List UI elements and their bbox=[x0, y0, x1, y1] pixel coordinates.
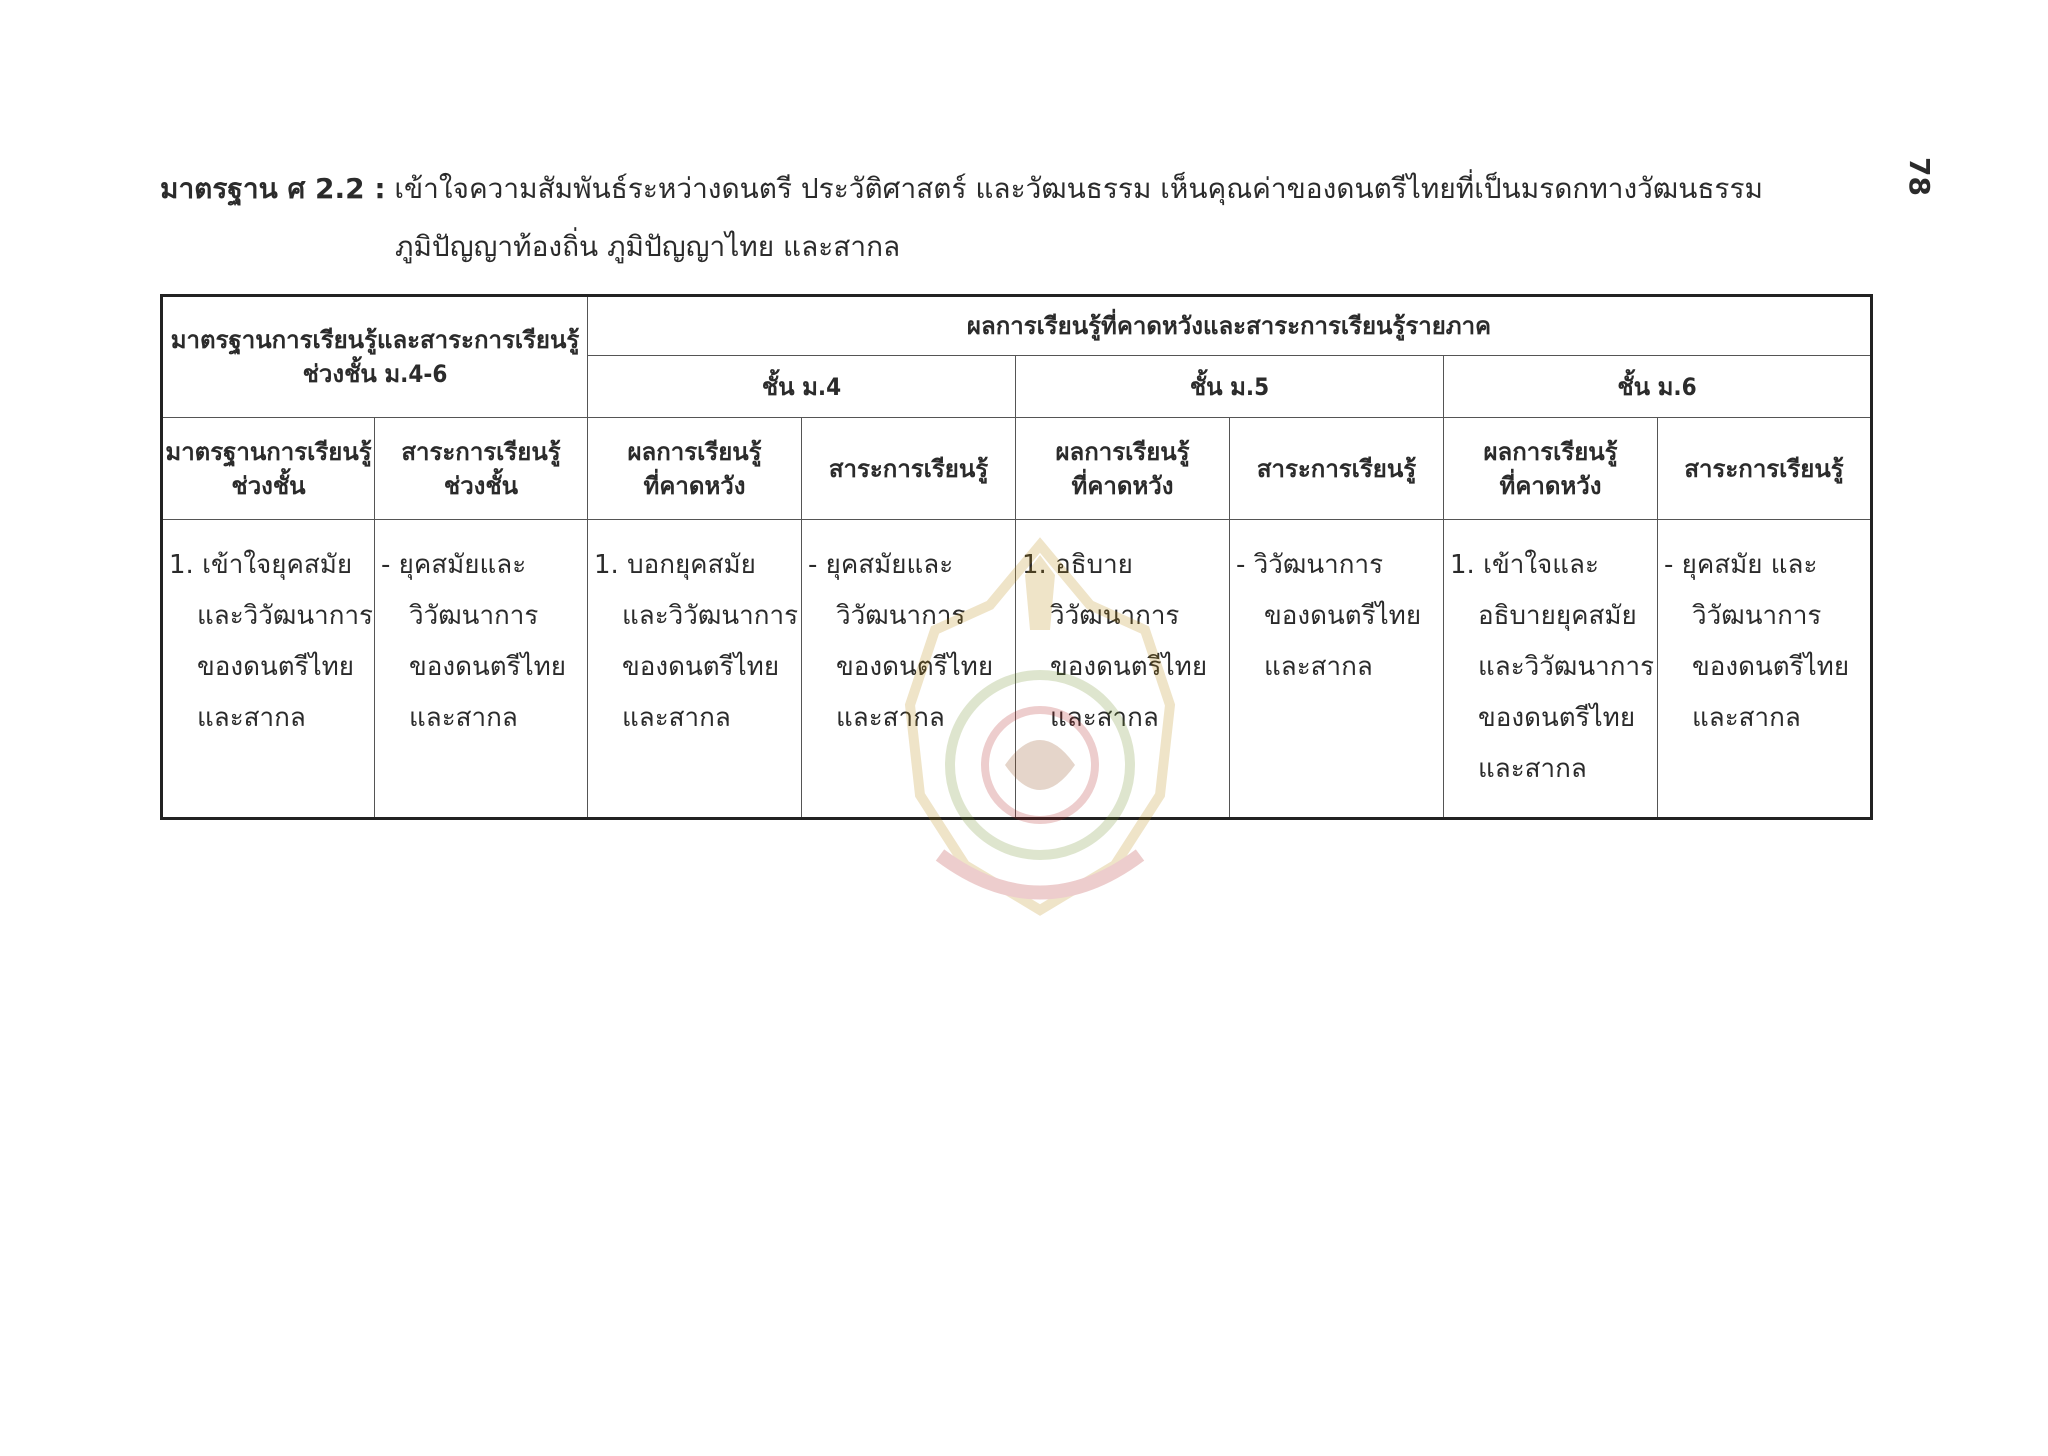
cell-outcome-m5 bbox=[1016, 520, 1230, 819]
standard-label: มาตรฐาน ศ 2.2 : bbox=[160, 172, 386, 205]
cell-line: และสากล bbox=[1050, 703, 1159, 733]
cell-line: - ยุคสมัยและ bbox=[808, 550, 954, 580]
cell-line: และสากล bbox=[409, 703, 518, 733]
cell-line: 1. อธิบาย bbox=[1022, 550, 1133, 580]
cell-line: และวิวัฒนาการ bbox=[622, 601, 799, 631]
cell-content-1 bbox=[375, 520, 588, 819]
cell-outcome-m6 bbox=[1444, 520, 1658, 819]
standard-description-line2: ภูมิปัญญาท้องถิ่น ภูมิปัญญาไทย และสากล bbox=[395, 230, 901, 263]
cell-line: ของดนตรีไทย bbox=[1478, 703, 1636, 733]
curriculum-table bbox=[160, 294, 1873, 820]
cell-line: - ยุคสมัย และ bbox=[1664, 550, 1818, 580]
cell-line: อธิบายยุคสมัย bbox=[1478, 601, 1637, 631]
grade-m4-header: ชั้น ม.4 bbox=[588, 356, 1016, 418]
standard-heading bbox=[160, 160, 1880, 276]
cell-line: - ยุคสมัยและ bbox=[381, 550, 527, 580]
cell-line: ของดนตรีไทย bbox=[1050, 652, 1208, 682]
subheader-learning-m5: สาระการเรียนรู้ bbox=[1230, 418, 1444, 520]
cell-line: และสากล bbox=[197, 703, 306, 733]
cell-line: 1. เข้าใจและ bbox=[1450, 550, 1599, 580]
cell-line: วิวัฒนาการ bbox=[1050, 601, 1180, 631]
cell-line: ของดนตรีไทย bbox=[1692, 652, 1850, 682]
cell-line: วิวัฒนาการ bbox=[836, 601, 966, 631]
subheader-outcome-m5: ผลการเรียนรู้ ที่คาดหวัง bbox=[1016, 418, 1230, 520]
cell-line: ของดนตรีไทย bbox=[409, 652, 567, 682]
subheader-learning-m6: สาระการเรียนรู้ bbox=[1658, 418, 1872, 520]
cell-line: และสากล bbox=[1264, 652, 1373, 682]
header-standards-content: มาตรฐานการเรียนรู้และสาระการเรียนรู้ ช่วงชั้น ม.4-6 bbox=[162, 296, 588, 418]
page-number: 78 bbox=[1902, 157, 1936, 196]
cell-standard-1 bbox=[162, 520, 375, 819]
cell-line: ของดนตรีไทย bbox=[1264, 601, 1422, 631]
cell-line: และสากล bbox=[622, 703, 731, 733]
cell-line: ของดนตรีไทย bbox=[622, 652, 780, 682]
cell-learning-m4 bbox=[802, 520, 1016, 819]
cell-line: 1. บอกยุคสมัย bbox=[594, 550, 756, 580]
cell-line: และสากล bbox=[836, 703, 945, 733]
subheader-standard: มาตรฐานการเรียนรู้ ช่วงชั้น bbox=[162, 418, 375, 520]
cell-outcome-m4 bbox=[588, 520, 802, 819]
standard-description-line1: เข้าใจความสัมพันธ์ระหว่างดนตรี ประวัติศาสตร์ และวัฒนธรรม เห็นคุณค่าของดนตรีไทยที่เป็นมรดกทางวัฒนธรรม bbox=[385, 172, 1763, 205]
cell-line: - วิวัฒนาการ bbox=[1236, 550, 1384, 580]
subheader-content: สาระการเรียนรู้ ช่วงชั้น bbox=[375, 418, 588, 520]
cell-learning-m6 bbox=[1658, 520, 1872, 819]
cell-line: และวิวัฒนาการ bbox=[197, 601, 374, 631]
header-expected-outcomes: ผลการเรียนรู้ที่คาดหวังและสาระการเรียนรู้รายภาค bbox=[588, 296, 1872, 356]
subheader-learning-m4: สาระการเรียนรู้ bbox=[802, 418, 1016, 520]
cell-learning-m5 bbox=[1230, 520, 1444, 819]
cell-line: และสากล bbox=[1478, 754, 1587, 784]
subheader-outcome-m6: ผลการเรียนรู้ ที่คาดหวัง bbox=[1444, 418, 1658, 520]
grade-m5-header: ชั้น ม.5 bbox=[1016, 356, 1444, 418]
cell-line: ของดนตรีไทย bbox=[836, 652, 994, 682]
cell-line: 1. เข้าใจยุคสมัย bbox=[169, 550, 353, 580]
cell-line: วิวัฒนาการ bbox=[1692, 601, 1822, 631]
cell-line: และวิวัฒนาการ bbox=[1478, 652, 1655, 682]
subheader-outcome-m4: ผลการเรียนรู้ ที่คาดหวัง bbox=[588, 418, 802, 520]
cell-line: และสากล bbox=[1692, 703, 1801, 733]
cell-line: ของดนตรีไทย bbox=[197, 652, 355, 682]
cell-line: วิวัฒนาการ bbox=[409, 601, 539, 631]
grade-m6-header: ชั้น ม.6 bbox=[1444, 356, 1872, 418]
